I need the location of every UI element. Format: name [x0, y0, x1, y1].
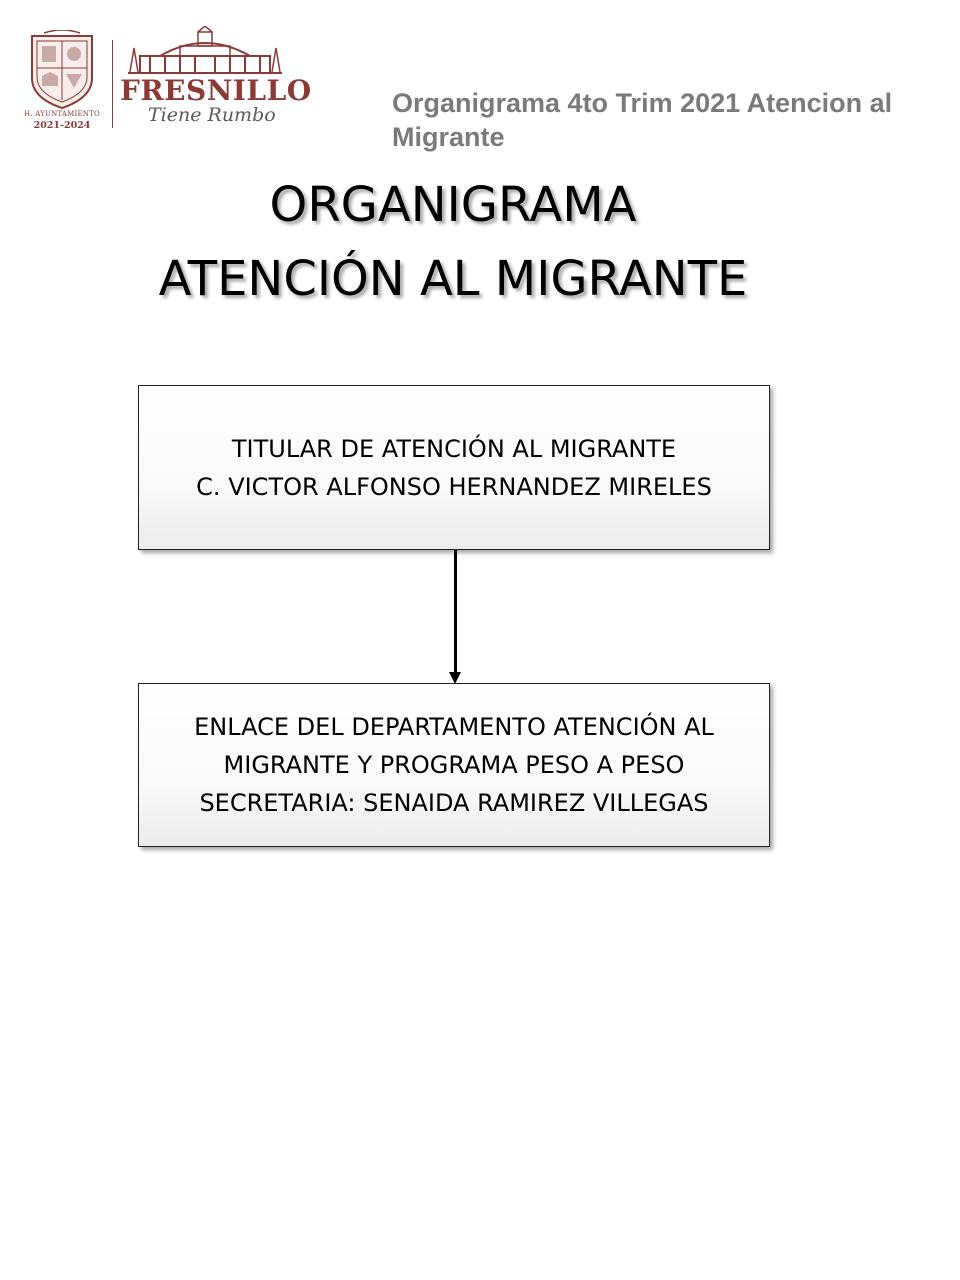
title-line-1: ORGANIGRAMA	[269, 177, 637, 233]
seal-period-text: 2021-2024	[33, 120, 91, 131]
node-text-line: ENLACE DEL DEPARTAMENTO ATENCIÓN AL	[194, 713, 714, 741]
document-caption: Organigrama 4to Trim 2021 Atencion al Migrante	[392, 88, 893, 152]
fresnillo-logo	[120, 26, 312, 132]
title-line-2: ATENCIÓN AL MIGRANTE	[158, 251, 748, 307]
node-text-line: SECRETARIA: SENAIDA RAMIREZ VILLEGAS	[199, 789, 709, 817]
municipal-seal-logo	[24, 30, 100, 132]
org-connector-line	[454, 550, 457, 674]
brand-tagline: Tiene Rumbo	[148, 104, 276, 126]
logo-divider	[112, 40, 113, 128]
node-text-line: C. VICTOR ALFONSO HERNANDEZ MIRELES	[196, 472, 712, 501]
seal-ayuntamiento-text: H. AYUNTAMIENTO	[24, 110, 100, 118]
coat-of-arms-icon	[24, 30, 100, 110]
building-skyline-icon	[120, 26, 290, 76]
node-text-line: MIGRANTE Y PROGRAMA PESO A PESO	[223, 751, 685, 779]
brand-name: FRESNILLO	[120, 74, 312, 107]
org-node-titular	[138, 385, 770, 550]
org-node-enlace	[138, 683, 770, 847]
page-title	[0, 168, 906, 316]
node-text-line: TITULAR DE ATENCIÓN AL MIGRANTE	[231, 434, 677, 463]
